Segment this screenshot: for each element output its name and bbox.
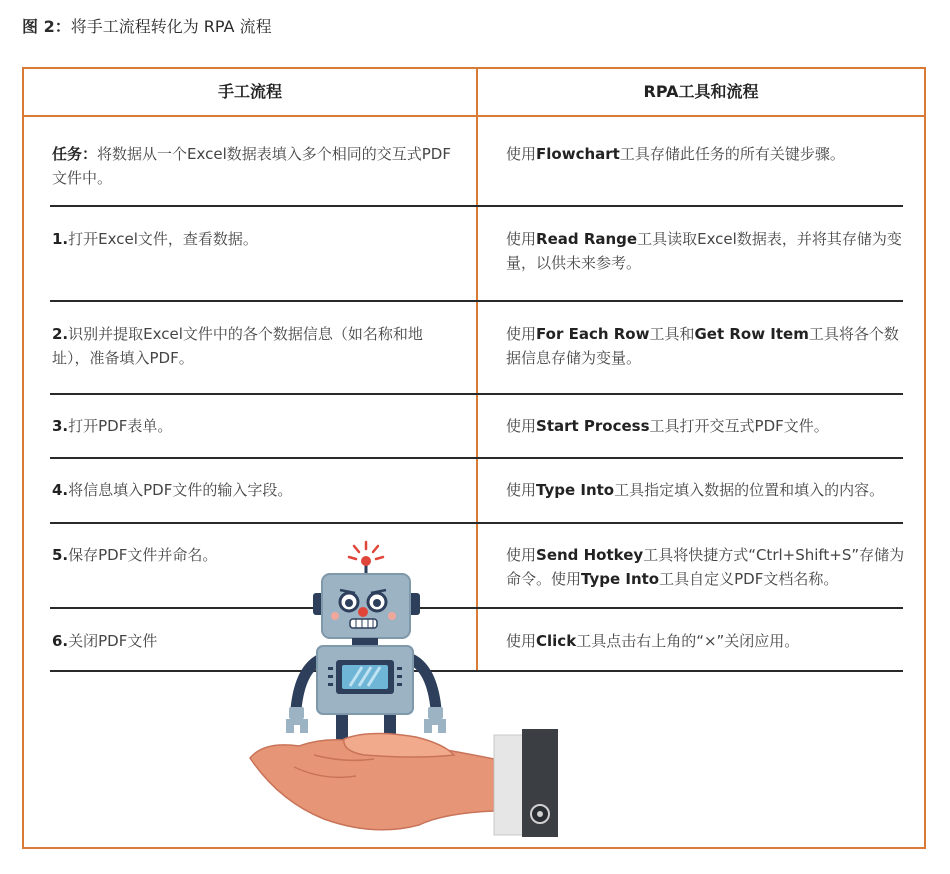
rpa-tool-name: Click xyxy=(536,632,577,650)
step-number: 3. xyxy=(52,417,69,435)
process-table xyxy=(22,67,926,849)
rpa-text: 使用 xyxy=(506,632,537,650)
task-rpa-prefix: 使用 xyxy=(506,145,537,163)
task-rpa-tool: Flowchart xyxy=(536,145,620,163)
rpa-text: 使用 xyxy=(506,230,537,248)
robot-on-hand-illustration xyxy=(24,69,924,847)
task-text: 将数据从一个Excel数据表填入多个相同的交互式PDF文件中。 xyxy=(52,145,451,187)
figure-title-text: 将手工流程转化为 RPA 流程 xyxy=(70,17,272,36)
step-manual-text: 打开Excel文件，查看数据。 xyxy=(68,230,258,248)
rpa-tool-name: Type Into xyxy=(581,570,660,588)
header-rpa: RPA工具和流程 xyxy=(643,82,759,101)
step-manual-text: 保存PDF文件并命名。 xyxy=(68,546,218,564)
rpa-tool-name: Send Hotkey xyxy=(536,546,644,564)
rpa-tool-name: Start Process xyxy=(536,417,650,435)
step-manual-text: 打开PDF表单。 xyxy=(68,417,173,435)
rpa-tool-name: For Each Row xyxy=(536,325,650,343)
rpa-text: 工具指定填入数据的位置和填入的内容。 xyxy=(614,481,885,499)
step-number: 4. xyxy=(52,481,69,499)
rpa-text: 使用 xyxy=(506,325,537,343)
figure-label: 图 2： xyxy=(22,17,71,36)
rpa-tool-name: Read Range xyxy=(536,230,638,248)
step-number: 5. xyxy=(52,546,69,564)
step-number: 1. xyxy=(52,230,69,248)
rpa-text: 工具将快捷方式“Ctrl+Shift+S”存储为命令。使用 xyxy=(506,546,905,588)
header-manual: 手工流程 xyxy=(217,82,282,101)
rpa-text: 工具打开交互式PDF文件。 xyxy=(649,417,829,435)
rpa-text: 工具自定义PDF文档名称。 xyxy=(659,570,839,588)
rpa-text: 工具点击右上角的“×”关闭应用。 xyxy=(576,632,800,650)
rpa-tool-name: Type Into xyxy=(536,481,615,499)
step-manual-text: 关闭PDF文件 xyxy=(68,632,158,650)
rpa-text: 工具将各个数据信息存储为变量。 xyxy=(506,325,899,367)
rpa-text: 工具读取Excel数据表，并将其存储为变量，以供未来参考。 xyxy=(506,230,902,272)
rpa-text: 使用 xyxy=(506,417,537,435)
rpa-tool-name: Get Row Item xyxy=(694,325,809,343)
antenna-bulb-icon xyxy=(361,556,371,566)
task-label: 任务： xyxy=(52,145,98,163)
rpa-text: 使用 xyxy=(506,481,537,499)
rpa-text: 工具和 xyxy=(649,325,695,343)
step-manual-text: 将信息填入PDF文件的输入字段。 xyxy=(68,481,293,499)
step-number: 6. xyxy=(52,632,69,650)
figure-title xyxy=(22,14,272,37)
step-number: 2. xyxy=(52,325,69,343)
step-manual-text: 识别并提取Excel文件中的各个数据信息（如名称和地址），准备填入PDF。 xyxy=(52,325,423,367)
rpa-text: 使用 xyxy=(506,546,537,564)
task-rpa-suffix: 工具存储此任务的所有关键步骤。 xyxy=(619,145,845,163)
